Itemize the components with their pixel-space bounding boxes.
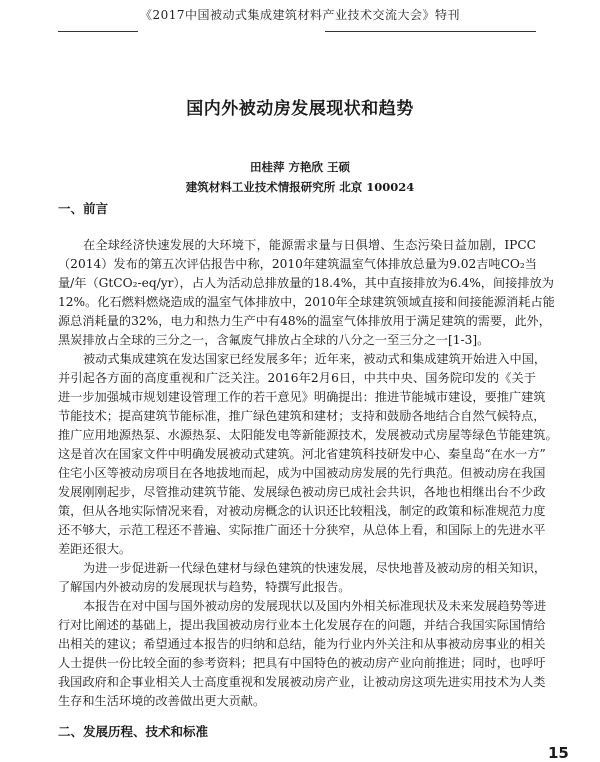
paragraph — [58, 236, 555, 350]
paragraph-line: （2014）发布的第五次评估报告中称，2010年建筑温室气体排放总量为9.02吉吨CO₂当 — [58, 257, 537, 271]
paragraph-line: 还不够大，示范工程还不普遍、实际推广面还十分狭窄，从总体上看，和国际上的先进水平 — [58, 523, 546, 537]
paragraph-line: 为进一步促进新一代绿色建材与绿色建筑的快速发展，尽快地普及被动房的相关知识， — [83, 561, 547, 575]
paragraph-line: 进一步加强城市规划建设管理工作的若干意见》明确提出：推进节能城市建设，要推广建筑 — [58, 390, 546, 404]
paragraph-line: 推广应用地源热泵、水源热泵、太阳能发电等新能源技术，发展被动式房屋等绿色节能建筑。 — [58, 428, 558, 442]
paragraph-line: 策，但从各地实际情况来看，对被动房概念的认识还比较粗浅，制定的政策和标准规范力度 — [58, 504, 546, 518]
header-rule-left — [58, 31, 138, 32]
paragraph-line: 人士提供一份比较全面的参考资料；把具有中国特色的被动房产业向前推进；同时，也呼吁 — [58, 656, 546, 670]
paragraph-line: 黑炭排放占全球的三分之一，含氟废气排放占全球的八分之一至三分之一[1-3]。 — [58, 333, 490, 347]
paragraph-line: 差距还很大。 — [58, 542, 132, 556]
paragraph-line: 出相关的建议；希望通过本报告的归纳和总结，能为行业内外关注和从事被动房事业的相关 — [58, 637, 546, 651]
article-body — [58, 236, 558, 711]
paragraph-line: 12%。化石燃料燃烧造成的温室气体排放中，2010年全球建筑领域直接和间接能源消耗占能 — [58, 295, 555, 309]
section-heading-history: 二、发展历程、技术和标准 — [58, 724, 209, 739]
header-rule-right — [325, 31, 536, 32]
article-authors: 田桂萍 方艳欣 王硕 — [249, 160, 350, 174]
paragraph-line: 住宅小区等被动房项目在各地拔地而起，成为中国被动房发展的先行典范。但被动房在我国 — [58, 466, 546, 480]
article-title: 国内外被动房发展现状和趋势 — [186, 99, 414, 119]
paragraph — [58, 597, 547, 711]
paragraph-line: 节能技术；提高建筑节能标准，推广绿色建筑和建材；支持和鼓励各地结合自然气候特点， — [58, 409, 546, 423]
paragraph-line: 本报告在对中国与国外被动房的发展现状以及国内外相关标准现状及未来发展趋势等进 — [83, 599, 547, 613]
paragraph-line: 源总消耗量的32%，电力和热力生产中有48%的温室气体排放用于满足建筑的需要，此外， — [58, 314, 551, 328]
paragraph-line: 我国政府和企事业相关人士高度重视和发展被动房产业，让被动房这项先进实用技术为人类 — [58, 675, 546, 689]
paragraph — [58, 559, 547, 597]
running-header: 《2017中国被动式集成建筑材料产业技术交流大会》特刊 — [139, 8, 461, 22]
paragraph-line: 并引起各方面的高度重视和广泛关注。2016年2月6日，中共中央、国务院印发的《关于 — [58, 371, 536, 385]
paragraph-line: 在全球经济快速发展的大环境下，能源需求量与日俱增、生态污染日益加剧，IPCC — [83, 238, 536, 252]
page-number: 15 — [548, 744, 569, 762]
paragraph — [58, 350, 558, 559]
paragraph-line: 被动式集成建筑在发达国家已经发展多年；近年来，被动式和集成建筑开始进入中国， — [83, 352, 547, 366]
paragraph-line: 发展刚刚起步，尽管推动建筑节能、发展绿色被动房已成社会共识，各地也相继出台不少政 — [58, 485, 546, 499]
paragraph-line: 生存和生活环境的改善做出更大贡献。 — [58, 694, 266, 708]
paragraph-line: 量/年（GtCO₂-eq/yr），占人为活动总排放量的18.4%，其中直接排放为6.4%，间接排放为 — [58, 276, 554, 290]
section-heading-introduction: 一、前言 — [58, 201, 109, 216]
paragraph-line: 行对比阐述的基础上，提出我国被动房行业本土化发展存在的问题，并结合我国实际国情给 — [58, 618, 546, 632]
article-affiliation: 建筑材料工业技术情报研究所 北京 100024 — [185, 180, 415, 194]
paragraph-line: 了解国内外被动房的发展现状与趋势，特撰写此报告。 — [58, 580, 351, 594]
paragraph-line: 这是首次在国家文件中明确发展被动式建筑。河北省建筑科技研发中心、秦皇岛“在水一方” — [58, 447, 546, 461]
